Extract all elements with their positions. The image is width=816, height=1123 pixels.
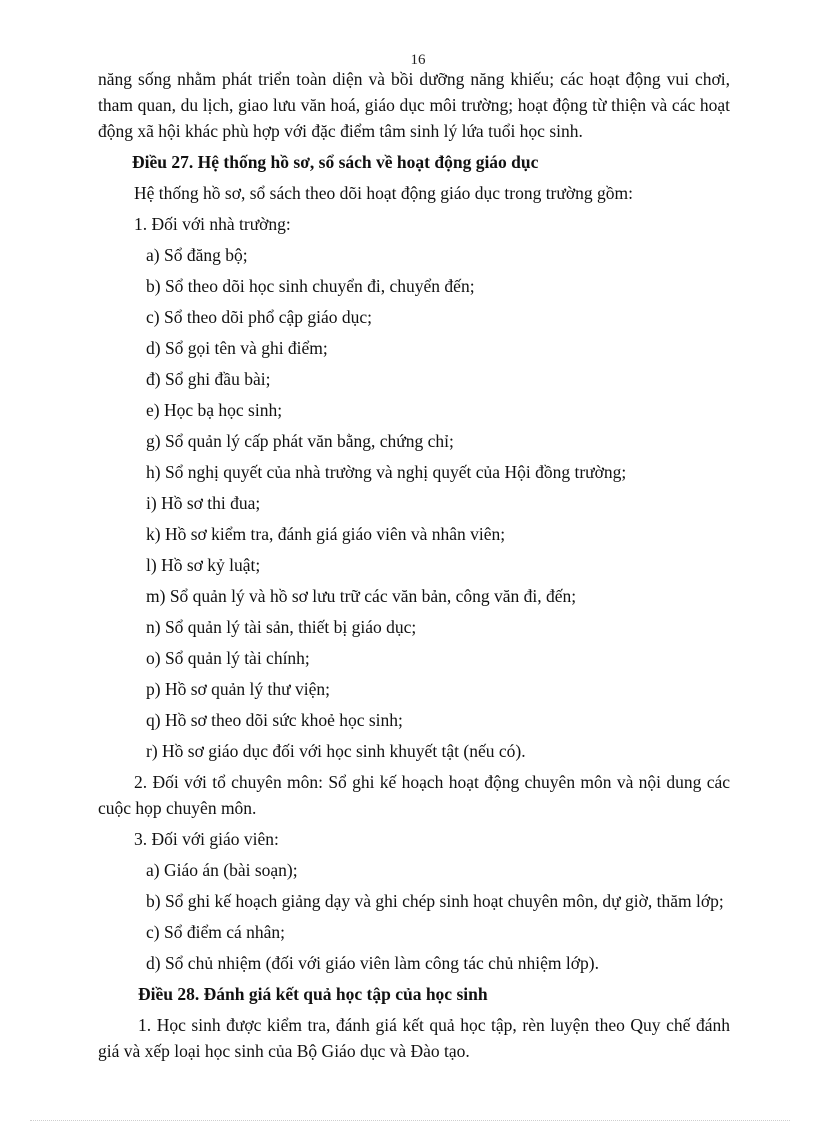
document-body — [98, 66, 730, 1064]
list-item: a) Sổ đăng bộ; — [146, 245, 248, 265]
page-bottom-divider — [30, 1120, 790, 1121]
article-27-intro: Hệ thống hồ sơ, sổ sách theo dõi hoạt động giáo dục trong trường gồm: — [134, 183, 633, 203]
list-item: l) Hồ sơ kỷ luật; — [146, 555, 261, 575]
list-item: c) Sổ theo dõi phổ cập giáo dục; — [146, 307, 372, 327]
article-28-paragraph-1: 1. Học sinh được kiểm tra, đánh giá kết quả học tập, rèn luyện theo Quy chế đánh giá và xếp loại học sinh của Bộ Giáo dục và Đào tạo. — [98, 1015, 730, 1061]
list-item: k) Hồ sơ kiểm tra, đánh giá giáo viên và nhân viên; — [146, 524, 506, 544]
list-item: b) Sổ theo dõi học sinh chuyển đi, chuyển đến; — [146, 276, 475, 296]
list-item: d) Sổ chủ nhiệm (đối với giáo viên làm công tác chủ nhiệm lớp). — [146, 953, 599, 973]
article-27-section-2: 2. Đối với tổ chuyên môn: Sổ ghi kế hoạch hoạt động chuyên môn và nội dung các cuộc họp chuyên môn. — [98, 772, 730, 818]
list-item: p) Hồ sơ quản lý thư viện; — [146, 679, 330, 699]
list-item: e) Học bạ học sinh; — [146, 400, 283, 420]
list-item: i) Hồ sơ thi đua; — [146, 493, 261, 513]
article-27-title: Điều 27. Hệ thống hồ sơ, sổ sách về hoạt động giáo dục — [132, 152, 539, 172]
list-item: o) Sổ quản lý tài chính; — [146, 648, 310, 668]
article-27-section-3-list — [98, 857, 730, 976]
article-28-title: Điều 28. Đánh giá kết quả học tập của học sinh — [138, 984, 488, 1004]
list-item: b) Sổ ghi kế hoạch giảng dạy và ghi chép sinh hoạt chuyên môn, dự giờ, thăm lớp; — [146, 891, 724, 911]
page-number: 16 — [410, 52, 426, 68]
list-item: m) Sổ quản lý và hồ sơ lưu trữ các văn bản, công văn đi, đến; — [146, 586, 577, 606]
list-item: d) Sổ gọi tên và ghi điểm; — [146, 338, 328, 358]
intro-paragraph: năng sống nhằm phát triển toàn diện và bồi dưỡng năng khiếu; các hoạt động vui chơi, tham quan, du lịch, giao lưu văn hoá, giáo dục môi trường; hoạt động từ thiện và các hoạt động xã hội khác phù hợp với đặc điểm tâm sinh lý lứa tuổi học sinh. — [98, 69, 730, 141]
list-item: q) Hồ sơ theo dõi sức khoẻ học sinh; — [146, 710, 403, 730]
list-item: c) Sổ điểm cá nhân; — [146, 922, 285, 942]
list-item: đ) Sổ ghi đầu bài; — [146, 369, 271, 389]
article-27-section-1-title: 1. Đối với nhà trường: — [134, 214, 291, 234]
article-27-section-1-list — [98, 242, 730, 764]
list-item: g) Sổ quản lý cấp phát văn bằng, chứng chỉ; — [146, 431, 454, 451]
list-item: r) Hồ sơ giáo dục đối với học sinh khuyết tật (nếu có). — [146, 741, 526, 761]
list-item: n) Sổ quản lý tài sản, thiết bị giáo dục; — [146, 617, 417, 637]
article-27-section-3-title: 3. Đối với giáo viên: — [134, 829, 279, 849]
list-item: h) Sổ nghị quyết của nhà trường và nghị quyết của Hội đồng trường; — [146, 462, 627, 482]
list-item: a) Giáo án (bài soạn); — [146, 860, 298, 880]
